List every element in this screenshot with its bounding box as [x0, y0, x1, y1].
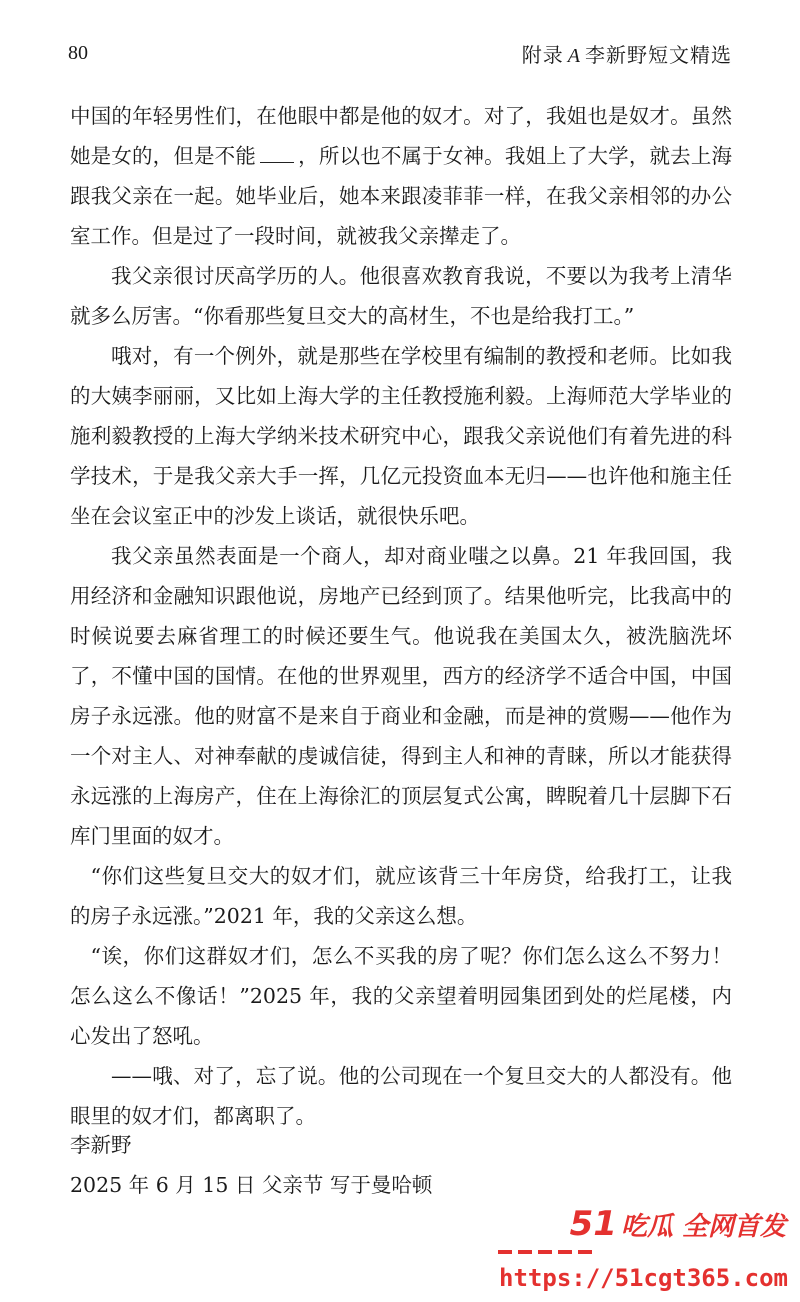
running-head: [522, 39, 732, 68]
date-line: 2025 年 6 月 15 日 父亲节 写于曼哈顿: [70, 1173, 433, 1197]
watermark-number: 51: [569, 1204, 617, 1244]
fill-in-blank: [260, 144, 294, 163]
watermark-slogan: 吃瓜 全网首发: [620, 1212, 786, 1242]
author-name: 李新野: [70, 1133, 132, 1157]
watermark-url: https://51cgt365.com: [499, 1264, 788, 1292]
watermark-logo: [570, 1204, 786, 1244]
body-text: [70, 96, 732, 1136]
paragraph-6: “诶，你们这群奴才们，怎么不买我的房了呢？你们怎么这么不努力！怎么这么不像话！”2025 年，我的父亲望着明园集团到处的烂尾楼，内心发出了怒吼。: [70, 944, 732, 1048]
section-title: 李新野短文精选: [585, 42, 732, 67]
paragraph-4: 我父亲虽然表面是一个商人，却对商业嗤之以鼻。21 年我回国，我用经济和金融知识跟他说，房地产已经到顶了。结果他听完，比我高中的时候说要去麻省理工的时候还要生气。他说我在美国太久，被洗脑洗坏了，不懂中国的国情。在他的世界观里，西方的经济学不适合中国，中国房子永远涨。他的财富不是来自于商业和金融，而是神的赏赐——他作为一个对主人、对神奉献的虔诚信徒，得到主人和神的青睐，所以才能获得永远涨的上海房产，住在上海徐汇的顶层复式公寓，睥睨着几十层脚下石库门里面的奴才。: [70, 544, 732, 848]
signature-block: [70, 1125, 432, 1205]
paragraph-1: [70, 96, 732, 256]
page-header: [68, 36, 732, 70]
paragraph-3: 哦对，有一个例外，就是那些在学校里有编制的教授和老师。比如我的大姨李丽丽，又比如上海大学的主任教授施利毅。上海师范大学毕业的施利毅教授的上海大学纳米技术研究中心，跟我父亲说他们有着先进的科学技术，于是我父亲大手一挥，几亿元投资血本无归——也许他和施主任坐在会议室正中的沙发上谈话，就很快乐吧。: [70, 344, 732, 528]
paragraph-7: ——哦、对了，忘了说。他的公司现在一个复旦交大的人都没有。他眼里的奴才们，都离职了。: [70, 1064, 732, 1128]
page-number: 80: [68, 41, 88, 64]
watermark: [492, 1204, 792, 1294]
section-prefix: 附录: [521, 42, 564, 67]
section-letter: A: [567, 44, 581, 67]
paragraph-1-part-2: ，所以也不属于女神。我姐上了大学，就去上海跟我父亲在一起。她毕业后，她本来跟凌菲菲一样，在我父亲相邻的办公室工作。但是过了一段时间，就被我父亲撵走了。: [70, 144, 732, 248]
speed-lines-icon: [498, 1248, 608, 1256]
paragraph-2: 我父亲很讨厌高学历的人。他很喜欢教育我说，不要以为我考上清华就多么厉害。“你看那些复旦交大的高材生，不也是给我打工。”: [70, 264, 732, 328]
paragraph-1-part-1: 中国的年轻男性们，在他眼中都是他的奴才。对了，我姐也是奴才。虽然她是女的，但是不能: [70, 104, 732, 168]
paragraph-5: “你们这些复旦交大的奴才们，就应该背三十年房贷，给我打工，让我的房子永远涨。”2021 年，我的父亲这么想。: [70, 864, 732, 928]
